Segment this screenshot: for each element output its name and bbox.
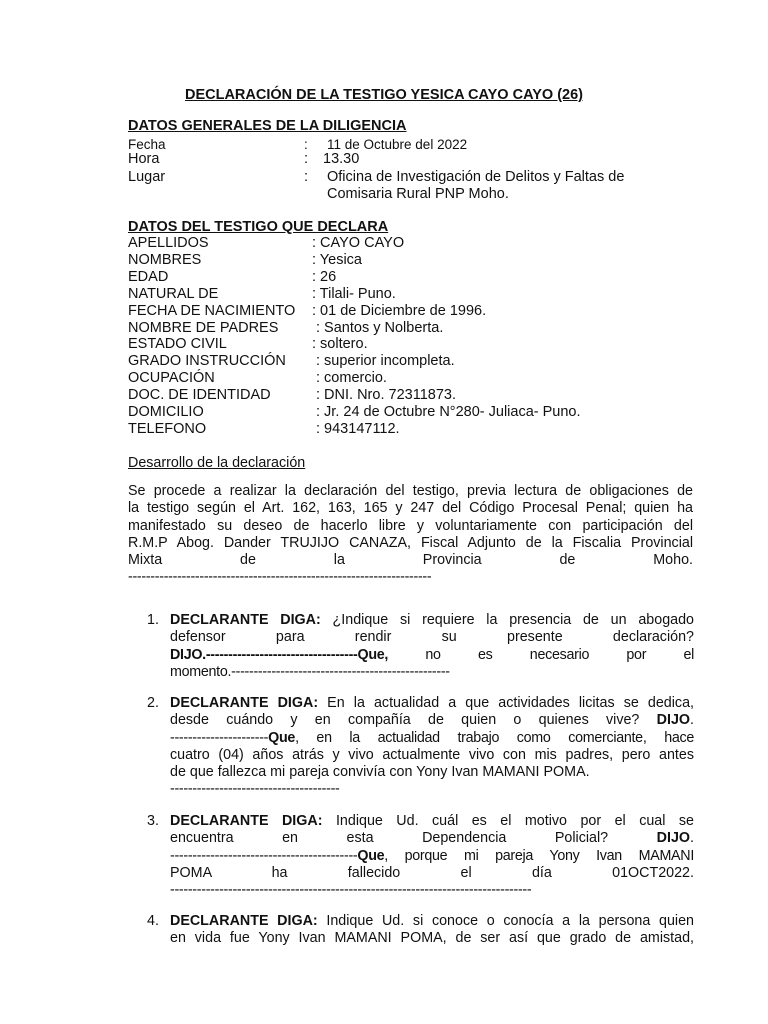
testigo-label: DOC. DE IDENTIDAD [128,387,271,403]
item-number: 2. [147,695,159,711]
item-bold: Que [357,847,385,864]
question-item-4 [147,913,694,948]
item-number: 4. [147,913,159,929]
item-text: . [690,830,694,847]
datos-generales-heading: DATOS GENERALES DE LA DILIGENCIA [128,118,407,134]
item-line [170,730,694,747]
testigo-label: NOMBRES [128,252,202,268]
fecha-value: 11 de Octubre del 2022 [327,137,468,152]
lugar-label: Lugar [128,169,166,185]
question-item-2 [147,695,695,799]
item-line: defensor para rendir su presente declaración? [170,629,694,646]
item-bold: Que [268,729,296,746]
testigo-value: : Jr. 24 de Octubre N°280- Juliaca- Puno. [316,404,581,420]
item-line: de que fallezca mi pareja convivía con Yony Ivan MAMANI POMA. [170,764,590,781]
desarrollo-line: Se procede a realizar la declaración del testigo, previa lectura de obligaciones de [128,483,693,499]
item-bold: DIJO [656,712,691,729]
item-line [170,813,694,830]
question-item-1 [147,612,695,681]
testigo-label: EDAD [128,269,169,285]
item-line [170,913,694,930]
item-line: en vida fue Yony Ivan MAMANI POMA, de ser así que grado de amistad, [170,930,694,947]
testigo-value: : Yesica [312,252,362,268]
hora-label: Hora [128,151,160,167]
desarrollo-line: R.M.P Abog. Dander TRUJIJO CANAZA, Fiscal Adjunto de la Fiscalia Provincial [128,534,693,551]
testigo-label: TELEFONO [128,421,207,437]
testigo-label: APELLIDOS [128,235,209,251]
testigo-value: : 943147112. [316,421,400,437]
item-text: ------------------------------------------ [170,847,358,864]
item-text: , porque mi pareja Yony Ivan MAMANI [384,847,694,864]
datos-testigo-heading: DATOS DEL TESTIGO QUE DECLARA [128,219,389,235]
item-line [170,695,694,712]
item-line [170,848,694,865]
item-bold: DIJO [656,830,691,847]
desarrollo-heading: Desarrollo de la declaración [128,455,306,471]
lugar-value-line2: Comisaria Rural PNP Moho. [327,186,509,202]
item-line: cuatro (04) años atrás y vivo actualmente vivo con mis padres, pero antes [170,746,694,763]
fecha-colon: : [304,137,308,152]
testigo-value: : Santos y Nolberta. [316,320,444,336]
item-line [170,612,694,629]
item-text: . [690,712,694,729]
lugar-colon: : [304,169,309,185]
item-number: 1. [147,612,159,628]
item-text: desde cuándo y en compañía de quien o quienes vive? [170,712,657,729]
testigo-value: : comercio. [316,370,387,386]
testigo-label: FECHA DE NACIMIENTO [128,303,296,319]
testigo-label: NOMBRE DE PADRES [128,320,279,336]
item-line [170,647,694,664]
item-text: ---------------------- [170,729,269,746]
fecha-label: Fecha [128,137,166,152]
item-line: -------------------------------------- [170,781,340,798]
desarrollo-line: la testigo según el Art. 162, 163, 165 y 247 del Código Procesal Penal; quien ha [128,500,693,517]
testigo-label: OCUPACIÓN [128,370,215,386]
desarrollo-dash-line: -------------------------------------------------------------------- [128,569,432,586]
testigo-value: : Tilali- Puno. [312,286,396,302]
item-text: Indique Ud. si conoce o conocía a la persona quien [317,913,694,929]
item-lead: DECLARANTE DIGA: [170,913,318,929]
hora-colon: : [304,151,309,167]
testigo-value: : DNI. Nro. 72311873. [316,387,456,403]
item-lead: DECLARANTE DIGA: [170,813,323,829]
testigo-value: : soltero. [312,336,368,352]
item-text: encuentra en esta Dependencia Policial? [170,830,657,847]
testigo-value: : CAYO CAYO [312,235,405,251]
desarrollo-paragraph [128,483,693,587]
item-line [170,712,694,729]
item-line: momento.------------------------------------------------- [170,663,450,680]
lugar-value-line1: Oficina de Investigación de Delitos y Faltas de [327,169,625,185]
testigo-label: DOMICILIO [128,404,204,420]
item-text: Indique Ud. cuál es el motivo por el cual se [322,813,694,829]
document-title: DECLARACIÓN DE LA TESTIGO YESICA CAYO CAYO (26) [184,87,583,103]
testigo-label: ESTADO CIVIL [128,336,227,352]
question-item-3 [147,813,694,899]
testigo-label: NATURAL DE [128,286,219,302]
item-text: ¿Indique si requiere la presencia de un abogado [320,612,695,628]
testigo-value: : superior incompleta. [316,353,455,369]
item-line [170,830,694,847]
desarrollo-line: Mixta de la Provincia de Moho. [128,552,693,569]
item-line: POMA ha fallecido el día 01OCT2022. [170,864,694,881]
item-line: --------------------------------------------------------------------------------- [170,882,532,899]
item-text: no es necesario por el [388,646,694,663]
testigo-label: GRADO INSTRUCCIÓN [128,353,286,369]
hora-value: 13.30 [323,151,360,167]
testigo-value: : 26 [312,269,337,285]
item-lead: DECLARANTE DIGA: [170,695,319,711]
item-text: En la actualidad a que actividades licitas se dedica, [318,695,695,711]
item-bold: DIJO.----------------------------------Que, [170,646,389,663]
testigo-value: : 01 de Diciembre de 1996. [312,303,487,319]
desarrollo-line: manifestado su deseo de hacerlo libre y voluntariamente con participación del [128,517,693,534]
item-text: , en la actualidad trabajo como comerciante, hace [295,729,694,746]
item-lead: DECLARANTE DIGA: [170,612,321,628]
item-number: 3. [147,813,159,829]
